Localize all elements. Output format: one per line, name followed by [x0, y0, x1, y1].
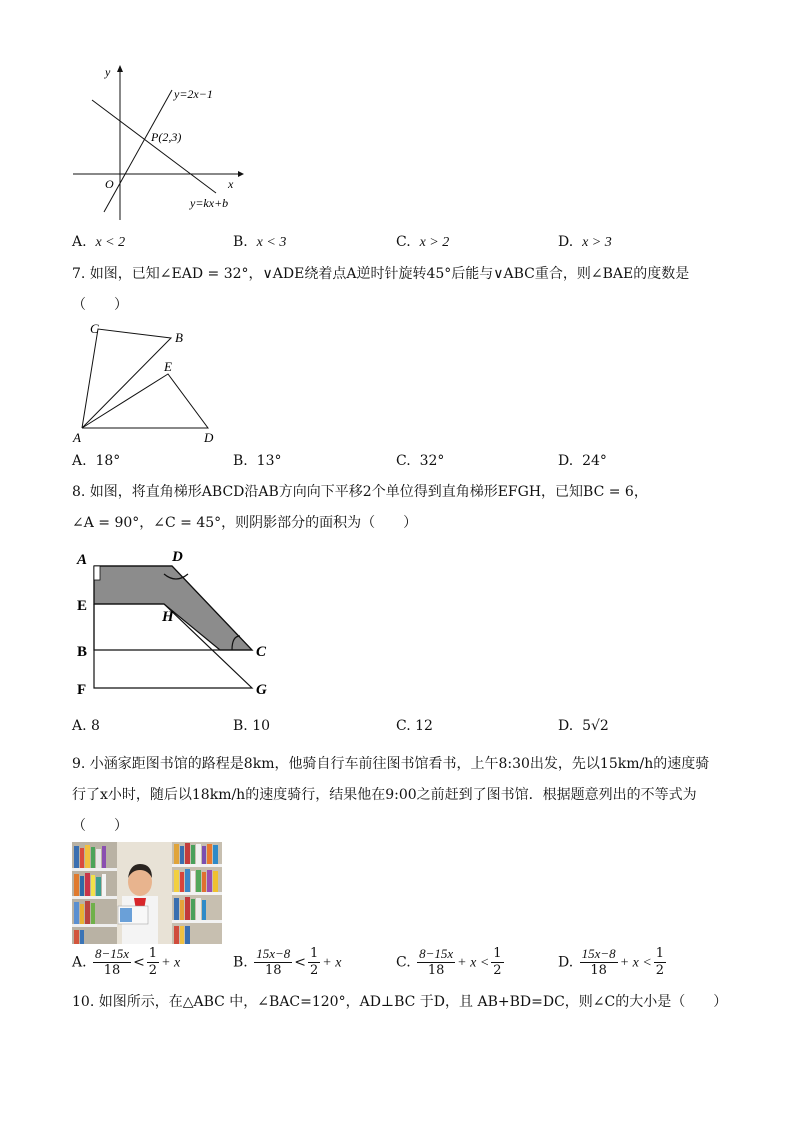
label-C: C — [256, 644, 267, 660]
option-letter: B. — [233, 718, 248, 734]
q9-option-c[interactable] — [396, 946, 506, 979]
q6-option-c[interactable] — [396, 232, 449, 253]
q7-option-c[interactable] — [396, 451, 444, 471]
option-text: 12 — [415, 718, 433, 734]
option-letter: C. — [396, 234, 411, 250]
numerator: 1 — [309, 946, 319, 961]
fraction-half — [654, 946, 666, 979]
q9-stem-line3: （ ） — [72, 818, 128, 834]
x-axis-arrow — [238, 171, 244, 177]
q7-option-d[interactable] — [558, 451, 607, 471]
relation: + x < — [457, 955, 490, 971]
fraction — [93, 946, 131, 979]
q6-option-b[interactable] — [233, 232, 286, 253]
label-B: B — [175, 330, 183, 345]
option-text: 18° — [95, 453, 121, 469]
relation: < — [294, 954, 306, 971]
numerator: 15x−8 — [256, 946, 291, 961]
q8-stem-line1: 8. 如图，将直角梯形ABCD沿AB方向向下平移2个单位得到直角梯形EFGH，已知BC = 6， — [72, 484, 648, 500]
line1-label: y=2x−1 — [174, 87, 213, 101]
option-text: x > 2 — [419, 235, 450, 250]
tail: + x — [322, 955, 342, 971]
q8-figure — [72, 544, 282, 704]
x-axis-label: x — [228, 177, 234, 191]
label-E: E — [164, 359, 172, 374]
option-text: x < 2 — [95, 235, 126, 250]
numerator: 1 — [655, 946, 665, 961]
option-letter: D. — [558, 453, 574, 469]
q8-option-a[interactable] — [72, 716, 100, 736]
denominator: 18 — [264, 963, 282, 978]
q7-option-a[interactable] — [72, 451, 120, 471]
option-text: 8 — [91, 718, 100, 734]
option-letter: B. — [233, 954, 248, 971]
y-axis-label: y — [105, 65, 111, 79]
line-2x-1 — [104, 90, 172, 212]
fraction — [417, 946, 455, 979]
label-H: H — [162, 609, 174, 625]
option-text: 5√2 — [582, 718, 609, 734]
point-p-label: P(2,3) — [151, 130, 182, 144]
option-letter: C. — [396, 453, 411, 469]
numerator: 8−15x — [419, 946, 454, 961]
q6-option-a[interactable] — [72, 232, 125, 253]
label-B: B — [77, 644, 88, 660]
q7-figure — [68, 318, 228, 446]
q9-stem-line2: 行了x小时，随后以18km/h的速度骑行，结果他在9:00之前赶到了图书馆．根据题意列出的不等式为 — [72, 787, 697, 803]
numerator: 1 — [148, 946, 158, 961]
denominator: 18 — [103, 963, 121, 978]
denominator: 18 — [590, 963, 607, 978]
q6-option-d[interactable] — [558, 232, 612, 253]
q8-option-c[interactable] — [396, 716, 433, 736]
line2-label: y=kx+b — [190, 196, 229, 210]
option-letter: D. — [558, 718, 574, 734]
fraction-half — [491, 946, 503, 979]
option-text: 13° — [256, 453, 282, 469]
option-letter: B. — [233, 453, 248, 469]
q8-option-d[interactable] — [558, 716, 609, 736]
denominator: 2 — [309, 963, 319, 978]
option-text: 24° — [582, 453, 607, 469]
q7-stem-line1: 7. 如图，已知∠EAD = 32°，∨ADE绕着点A逆时针旋转45°后能与∨ABC重合，则∠BAE的度数是 — [72, 266, 690, 282]
q10-stem-line1: 10. 如图所示，在△ABC 中，∠BAC=120°，AD⊥BC 于D，且 AB+BD=DC，则∠C的大小是（ ） — [72, 994, 728, 1010]
fraction-half — [147, 946, 159, 979]
option-letter: A. — [72, 453, 87, 469]
q9-option-d[interactable] — [558, 946, 668, 979]
option-text: x > 3 — [582, 235, 612, 250]
y-axis-arrow — [117, 65, 123, 72]
fraction — [254, 946, 292, 979]
origin-label: O — [105, 177, 114, 191]
relation: + x < — [619, 955, 652, 971]
label-F: F — [77, 682, 87, 698]
q8-option-b[interactable] — [233, 716, 270, 736]
q7-stem-line2: （ ） — [72, 297, 128, 313]
label-G: G — [256, 682, 267, 698]
fraction — [580, 946, 618, 979]
option-letter: C. — [396, 954, 411, 971]
relation: < — [133, 954, 145, 971]
option-text: 32° — [419, 453, 445, 469]
triangle-abc — [82, 329, 171, 428]
option-letter: B. — [233, 234, 248, 250]
label-A: A — [77, 552, 88, 568]
right-angle-a — [94, 566, 100, 580]
q9-option-b[interactable] — [233, 946, 341, 979]
numerator: 8−15x — [95, 946, 130, 961]
q7-option-b[interactable] — [233, 451, 281, 471]
label-C: C — [90, 321, 99, 336]
numerator: 1 — [493, 946, 502, 961]
q9-option-a[interactable] — [72, 946, 180, 979]
q9-stem-line1: 9. 小涵家距图书馆的路程是8km，他骑自行车前往图书馆看书，上午8:30出发，先以15km/h的速度骑 — [72, 756, 710, 772]
denominator: 18 — [427, 963, 445, 978]
q6-graph — [68, 60, 248, 225]
denominator: 2 — [493, 963, 502, 978]
option-letter: A. — [72, 718, 87, 734]
label-E: E — [77, 598, 88, 614]
option-letter: A. — [72, 954, 87, 971]
fraction-half — [308, 946, 320, 979]
denominator: 2 — [148, 963, 158, 978]
label-D: D — [204, 430, 214, 445]
option-letter: A. — [72, 234, 87, 250]
label-D: D — [172, 549, 183, 565]
triangle-ade — [82, 374, 208, 428]
option-text: x < 3 — [256, 235, 287, 250]
option-letter: D. — [558, 234, 574, 250]
option-text: 10 — [252, 718, 271, 734]
library-photo — [72, 842, 222, 944]
numerator: 15x−8 — [581, 946, 616, 961]
denominator: 2 — [655, 963, 665, 978]
option-letter: C. — [396, 718, 411, 734]
label-A: A — [73, 430, 81, 445]
tail: + x — [161, 955, 181, 971]
q8-stem-line2: ∠A = 90°，∠C = 45°，则阴影部分的面积为（ ） — [72, 515, 418, 531]
option-letter: D. — [558, 954, 574, 971]
